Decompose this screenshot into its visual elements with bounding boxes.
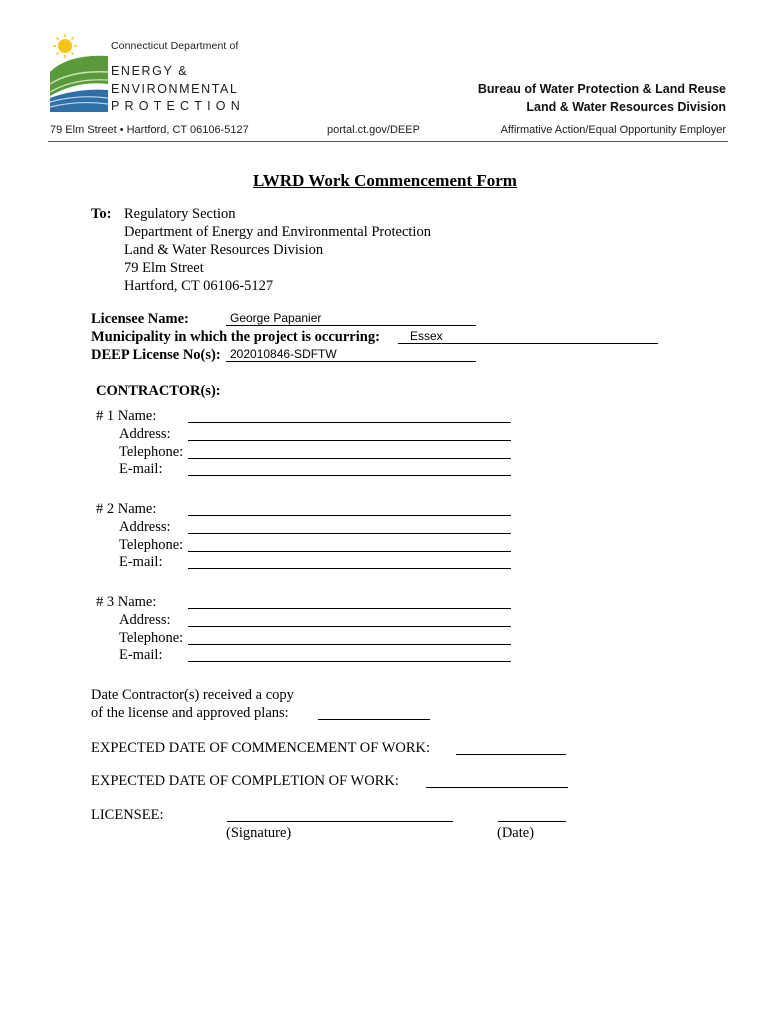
completion-date-field[interactable] — [426, 787, 568, 788]
contractor-1-email-field[interactable] — [188, 475, 511, 476]
to-line-4: 79 Elm Street — [124, 260, 204, 276]
licensee-name-line — [226, 325, 476, 326]
commencement-date-field[interactable] — [456, 754, 566, 755]
contractor-3-telephone-label: Telephone: — [119, 630, 184, 646]
municipality-label: Municipality in which the project is occurring: — [91, 329, 380, 345]
to-line-2: Department of Energy and Environmental Protection — [124, 224, 431, 240]
contractor-2-name-field[interactable] — [188, 515, 511, 516]
license-number-field[interactable]: 202010846-SDFTW — [230, 347, 337, 361]
completion-date-label: EXPECTED DATE OF COMPLETION OF WORK: — [91, 773, 399, 789]
bureau-name: Bureau of Water Protection & Land Reuse — [477, 82, 726, 96]
contractors-heading: CONTRACTOR(s): — [96, 383, 221, 399]
signature-date-field[interactable] — [498, 821, 566, 822]
division-name: Land & Water Resources Division — [526, 100, 726, 114]
contractor-1-telephone-field[interactable] — [188, 458, 511, 459]
contractor-3-address-label: Address: — [119, 612, 171, 628]
agency-address: 79 Elm Street • Hartford, CT 06106-5127 — [50, 124, 249, 136]
signature-field[interactable] — [227, 821, 453, 822]
header-divider — [48, 141, 728, 142]
contractor-3-email-field[interactable] — [188, 661, 511, 662]
signature-caption: (Signature) — [226, 825, 292, 841]
to-line-3: Land & Water Resources Division — [124, 242, 324, 258]
contractor-2-telephone-field[interactable] — [188, 551, 511, 552]
received-copy-label-1: Date Contractor(s) received a copy — [91, 687, 294, 703]
contractor-2-email-label: E-mail: — [119, 554, 163, 570]
contractor-2-telephone-label: Telephone: — [119, 537, 184, 553]
commencement-date-label: EXPECTED DATE OF COMMENCEMENT OF WORK: — [91, 740, 431, 756]
contractor-2-address-field[interactable] — [188, 533, 511, 534]
contractor-1-name-field[interactable] — [188, 422, 511, 423]
contractor-1-telephone-label: Telephone: — [119, 444, 184, 460]
employer-statement: Affirmative Action/Equal Opportunity Employer — [500, 124, 726, 136]
contractor-2-name-label: # 2 Name: — [96, 501, 157, 517]
agency-line-1: ENERGY & — [111, 64, 189, 78]
to-line-1: Regulatory Section — [124, 206, 236, 222]
contractor-1-name-label: # 1 Name: — [96, 408, 157, 424]
agency-website: portal.ct.gov/DEEP — [327, 124, 420, 136]
received-copy-date-field[interactable] — [318, 719, 430, 720]
contractor-3-address-field[interactable] — [188, 626, 511, 627]
contractor-2-address-label: Address: — [119, 519, 171, 535]
license-number-label: DEEP License No(s): — [91, 347, 221, 363]
bureau-heading — [478, 80, 726, 116]
received-copy-label-2: of the license and approved plans: — [91, 705, 289, 721]
contractor-1-address-field[interactable] — [188, 440, 511, 441]
license-number-line — [226, 361, 476, 362]
municipality-line — [398, 343, 658, 344]
agency-top-text: Connecticut Department of — [111, 40, 239, 52]
date-caption: (Date) — [497, 825, 535, 841]
municipality-field[interactable]: Essex — [410, 329, 443, 343]
agency-line-2: ENVIRONMENTAL — [111, 82, 239, 96]
contractor-3-email-label: E-mail: — [119, 647, 163, 663]
to-label: To: — [91, 206, 112, 222]
contractor-3-name-field[interactable] — [188, 608, 511, 609]
to-line-5: Hartford, CT 06106-5127 — [124, 278, 274, 294]
deep-logo — [48, 32, 248, 116]
licensee-name-label: Licensee Name: — [91, 311, 189, 327]
agency-line-3: PROTECTION — [111, 99, 245, 113]
licensee-signature-label: LICENSEE: — [91, 807, 164, 823]
contractor-1-email-label: E-mail: — [119, 461, 163, 477]
licensee-name-field[interactable]: George Papanier — [230, 311, 322, 325]
contractor-3-name-label: # 3 Name: — [96, 594, 157, 610]
contractor-2-email-field[interactable] — [188, 568, 511, 569]
contractor-3-telephone-field[interactable] — [188, 644, 511, 645]
form-title: LWRD Work Commencement Form — [253, 171, 517, 190]
deep-logo-icon — [48, 32, 110, 116]
contractor-1-address-label: Address: — [119, 426, 171, 442]
